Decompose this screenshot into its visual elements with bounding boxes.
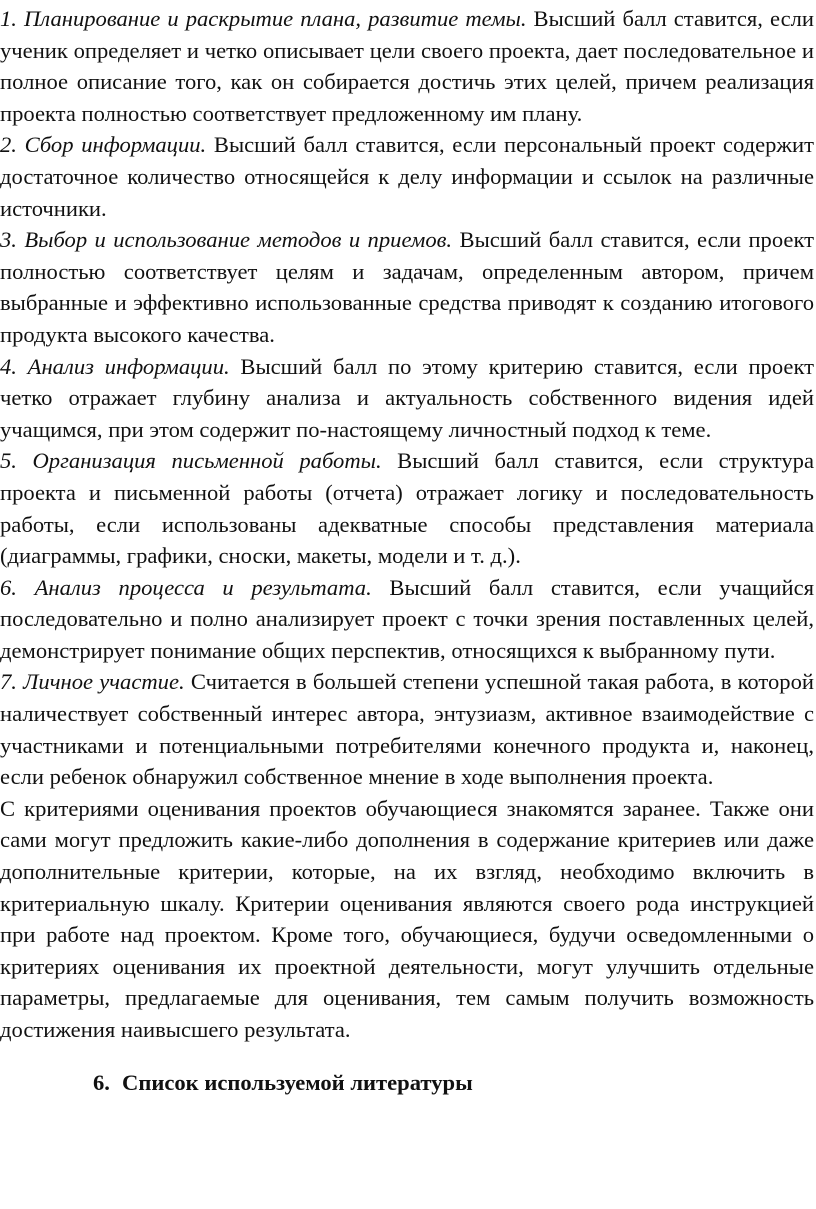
section-heading [0, 1067, 814, 1099]
criterion-3 [0, 224, 814, 350]
criterion-6-title: 6. Анализ процесса и результата. [0, 574, 372, 600]
criterion-5-text: Высший балл ставится, если структура проекта и письменной работы (отчета) отражает логику и последовательность работы, если использованы адекватные способы представления материала (диаграммы, графики, сноски, макеты, модели и т. д.). [0, 448, 814, 569]
criterion-7-text: Считается в большей степени успешной такая работа, в которой наличествует собственный интерес автора, энтузиазм, активное взаимодействие с участниками и потенциальными потребителями конечного продукта и, наконец, если ребенок обнаружил собственное мнение в ходе выполнения проекта. [0, 669, 814, 790]
criterion-6-text: Высший балл ставится, если учащийся последовательно и полно анализирует проект с точки зрения поставленных целей, демонстрирует понимание общих перспектив, относящихся к выбранному пути. [0, 574, 814, 663]
criterion-7-title: 7. Личное участие. [0, 669, 185, 695]
criterion-6 [0, 572, 814, 667]
criterion-4 [0, 351, 814, 446]
criterion-3-text: Высший балл ставится, если проект полностью соответствует целям и задачам, определенным автором, причем выбранные и эффективно использованные средства приводят к созданию итогового продукта высокого качества. [0, 227, 814, 347]
criterion-4-title: 4. Анализ информации. [0, 353, 230, 379]
criterion-1-text: Высший балл ставится, если ученик определяет и четко описывает цели своего проекта, дает последовательное и полное описание того, как он собирается достичь этих целей, причем реализация проекта полностью соответствует предложенному им плану. [0, 6, 814, 126]
closing-paragraph: С критериями оценивания проектов обучающиеся знакомятся заранее. Также они сами могут предложить какие-либо дополнения в содержание критериев или даже дополнительные критерии, которые, на их взгляд, необходимо включить в критериальную шкалу. Критерии оценивания являются своего рода инструкцией при работе над проектом. Кроме того, обучающиеся, будучи осведомленными о критериях оценивания их проектной деятельности, могут улучшить отдельные параметры, предлагаемые для оценивания, тем самым получить возможность достижения наивысшего результата. [0, 795, 814, 1042]
section-heading-title: Список используемой литературы [122, 1069, 473, 1095]
criterion-7 [0, 666, 814, 792]
criterion-5 [0, 445, 814, 571]
criterion-2-title: 2. Сбор информации. [0, 132, 207, 158]
criterion-2 [0, 129, 814, 224]
criterion-1 [0, 3, 814, 129]
criterion-5-title: 5. Организация письменной работы. [0, 448, 382, 474]
section-heading-number: 6. [93, 1069, 110, 1095]
criterion-2-text: Высший балл ставится, если персональный проект содержит достаточное количество относящейся к делу информации и ссылок на различные источники. [0, 132, 814, 221]
criterion-1-title: 1. Планирование и раскрытие плана, развитие темы. [0, 6, 527, 31]
criterion-3-title: 3. Выбор и использование методов и приемов. [0, 227, 453, 253]
criterion-4-text: Высший балл по этому критерию ставится, если проект четко отражает глубину анализа и актуальность собственного видения идей учащимся, при этом содержит по-настоящему личностный подход к теме. [0, 353, 815, 442]
